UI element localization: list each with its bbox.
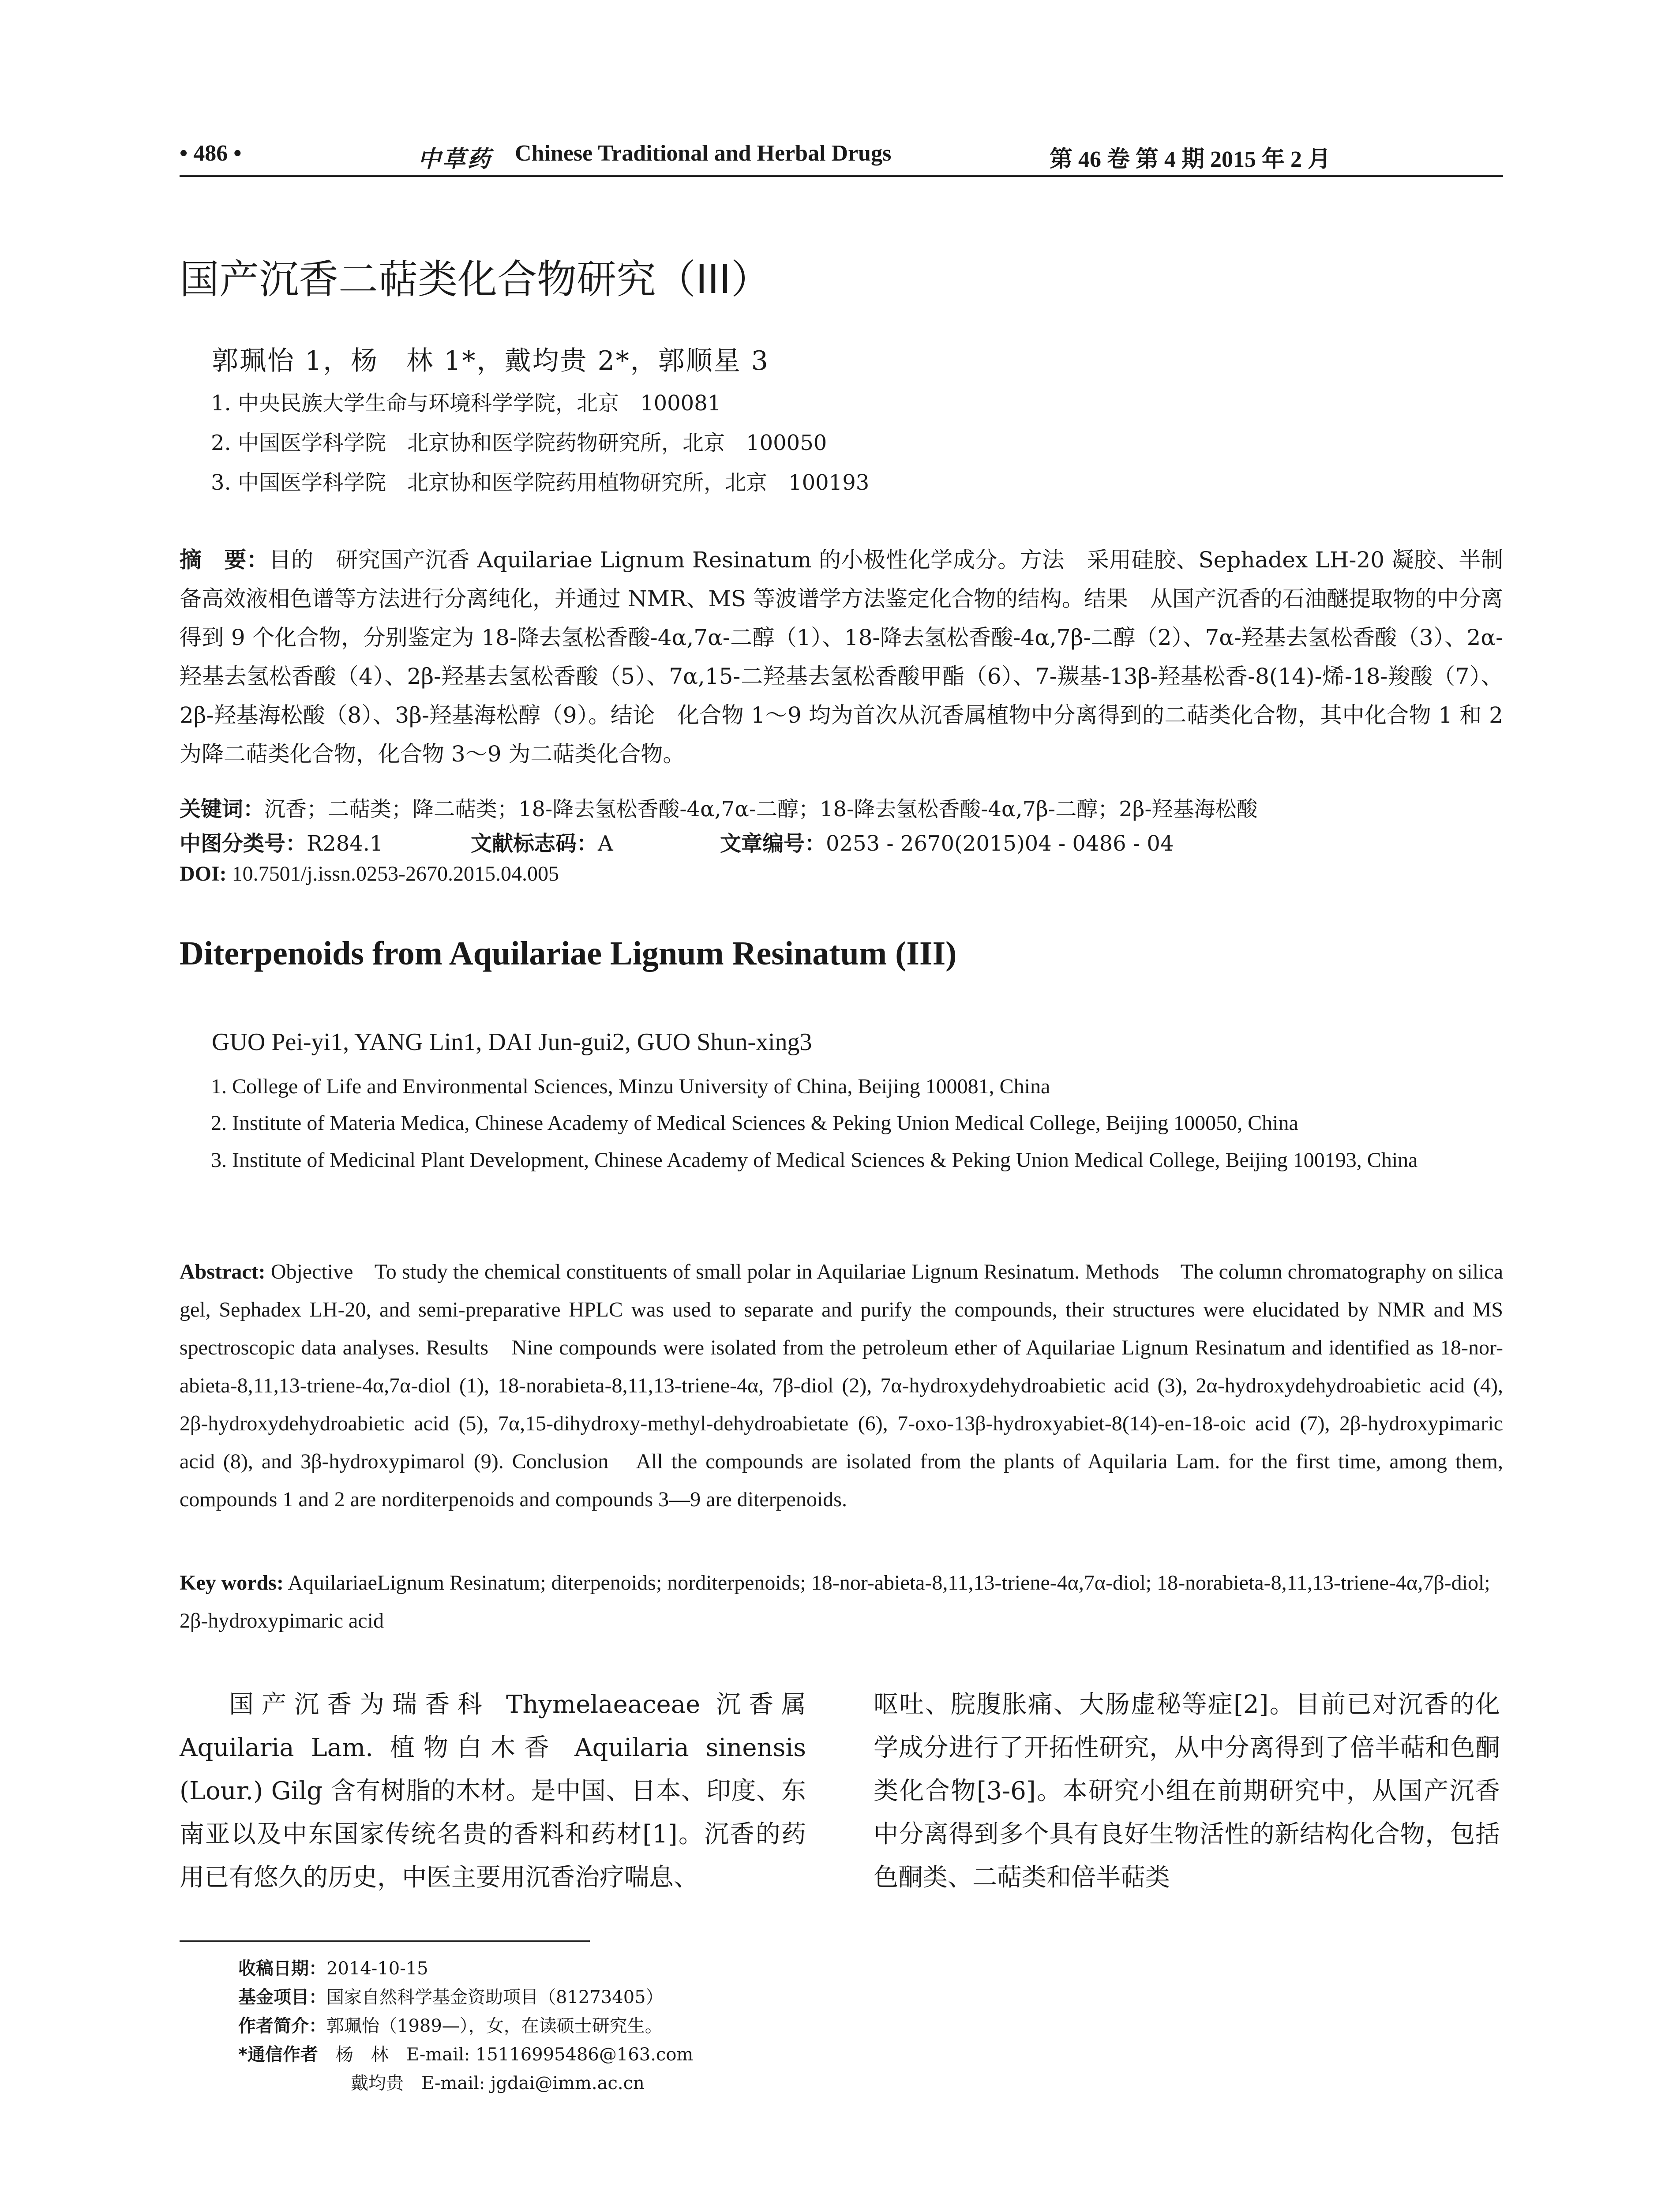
cn-keywords: [180, 792, 1258, 822]
cn-classification: [180, 826, 1503, 856]
en-keywords: [180, 1564, 1503, 1640]
journal-name-cn: 中草药: [418, 147, 492, 172]
doi-label: DOI:: [180, 862, 227, 885]
cn-title: 国产沉香二萜类化合物研究（III）: [180, 256, 771, 303]
footnote-author: 作者简介：郭珮怡（1989—），女，在读硕士研究生。: [238, 2016, 663, 2036]
doi-line: [180, 862, 559, 886]
en-authors: GUO Pei-yi1, YANG Lin1, DAI Jun-gui2, GUO Shun-xing3: [212, 1028, 812, 1056]
en-abstract-label: Abstract:: [180, 1260, 266, 1283]
clc-label: 中图分类号：: [180, 831, 307, 856]
article-no-value: 0253 - 2670(2015)04 - 0486 - 04: [826, 831, 1174, 856]
cn-abstract-label: 摘 要：: [180, 547, 269, 573]
footnote-corresponding-2[interactable]: 戴均贵 E-mail: jgdai@imm.ac.cn: [351, 2073, 645, 2093]
en-title: Diterpenoids from Aquilariae Lignum Resinatum (III): [180, 935, 957, 972]
running-header: [180, 140, 1503, 176]
body-column-left: 国产沉香为瑞香科 Thymelaeaceae 沉香属 Aquilaria Lam. 植物白木香 Aquilaria sinensis (Lour.) Gilg 含有树脂的木材。是中国、日本、印度、东南亚以及中东国家传统名贵的香料和药材[1]。沉香的药用已有悠久的历史，中医主要用沉香治疗喘息、: [180, 1690, 806, 1892]
cn-keywords-label: 关键词：: [180, 797, 265, 822]
en-affiliation-1: 1. College of Life and Environmental Sciences, Minzu University of China, Beijing 100081, China: [211, 1075, 1050, 1098]
article-no-label: 文章编号：: [720, 831, 826, 856]
doc-code-value: A: [598, 831, 613, 856]
en-affiliation-3: 3. Institute of Medicinal Plant Development, Chinese Academy of Medical Sciences & Peking Union Medical College, Beijing 100193, China: [211, 1148, 1418, 1172]
cn-authors: 郭珮怡 1，杨 林 1*，戴均贵 2*，郭顺星 3: [212, 345, 769, 376]
footnote-rule: [180, 1940, 590, 1942]
cn-abstract: [180, 540, 1503, 773]
en-abstract: [180, 1253, 1503, 1519]
en-affiliation-2: 2. Institute of Materia Medica, Chinese Academy of Medical Sciences & Peking Union Medical College, Beijing 100050, China: [211, 1111, 1298, 1135]
cn-affiliation-3: 3. 中国医学科学院 北京协和医学院药用植物研究所，北京 100193: [211, 470, 870, 495]
cn-affiliation-1: 1. 中央民族大学生命与环境科学学院，北京 100081: [211, 391, 721, 416]
body-column-right: 呕吐、脘腹胀痛、大肠虚秘等症[2]。目前已对沉香的化学成分进行了开拓性研究，从中分离得到了倍半萜和色酮类化合物[3-6]。本研究小组在前期研究中，从国产沉香中分离得到多个具有良好生物活性的新结构化合物，包括色酮类、二萜类和倍半萜类: [874, 1690, 1500, 1892]
cn-affiliation-2: 2. 中国医学科学院 北京协和医学院药物研究所，北京 100050: [211, 431, 827, 455]
cn-abstract-text: 目的 研究国产沉香 Aquilariae Lignum Resinatum 的小极性化学成分。方法 采用硅胶、Sephadex LH-20 凝胶、半制备高效液相色谱等方法进行分离纯化，并通过 NMR、MS 等波谱学方法鉴定化合物的结构。结果 从国产沉香的石油醚提取物的中分离得到 9 个化合物，分别鉴定为 18-降去氢松香酸-4α,7α-二醇（1）、18-降去氢松香酸-4α,7β-二醇（2）、7α-羟基去氢松香酸（3）、2α-羟基去氢松香酸（4）、2β-羟基去氢松香酸（5）、7α,15-二羟基去氢松香酸甲酯（6）、7-羰基-13β-羟基松香-8(14)-烯-18-羧酸（7）、2β-羟基海松酸（8）、3β-羟基海松醇（9）。结论 化合物 1～9 均为首次从沉香属植物中分离得到的二萜类化合物，其中化合物 1 和 2 为降二萜类化合物，化合物 3～9 为二萜类化合物。: [180, 547, 1503, 767]
en-keywords-label: Key words:: [180, 1571, 284, 1594]
issue-info: 第 46 卷 第 4 期 2015 年 2 月: [1050, 147, 1331, 172]
doi-link[interactable]: 10.7501/j.issn.0253-2670.2015.04.005: [232, 862, 559, 885]
header-rule: [180, 175, 1503, 177]
corr-email-1[interactable]: 杨 林 E-mail: 15116995486@163.com: [335, 2045, 694, 2065]
en-keywords-text: AquilariaeLignum Resinatum; diterpenoids; norditerpenoids; 18-nor-abieta-8,11,13-triene-4α,7α-diol; 18-norabieta-8,11,13-triene-4α,7β-diol; 2β-hydroxypimaric acid: [180, 1571, 1490, 1632]
cn-keywords-text: 沉香；二萜类；降二萜类；18-降去氢松香酸-4α,7α-二醇；18-降去氢松香酸-4α,7β-二醇；2β-羟基海松酸: [264, 797, 1258, 822]
journal-name-en: Chinese Traditional and Herbal Drugs: [515, 141, 892, 166]
en-abstract-text: Objective To study the chemical constituents of small polar in Aquilariae Lignum Resinatum. Methods The column chromatography on silica gel, Sephadex LH-20, and semi-preparative HPLC was used to separate and purify the compounds, their structures were elucidated by NMR and MS spectroscopic data analyses. Results Nine compounds were isolated from the petroleum ether of Aquilariae Lignum Resinatum and identified as 18-nor-abieta-8,11,13-triene-4α,7α-diol (1), 18-norabieta-8,11,13-triene-4α, 7β-diol (2), 7α-hydroxydehydroabietic acid (3), 2α-hydroxydehydroabietic acid (4), 2β-hydroxydehydroabietic acid (5), 7α,15-dihydroxy-methyl-dehydroabietate (6), 7-oxo-13β-hydroxyabiet-8(14)-en-18-oic acid (7), 2β-hydroxypimaric acid (8), and 3β-hydroxypimarol (9). Conclusion All the compounds are isolated from the plants of Aquilaria Lam. for the first time, among them, compounds 1 and 2 are norditerpenoids and compounds 3—9 are diterpenoids.: [180, 1260, 1504, 1511]
doc-code-label: 文献标志码：: [471, 831, 598, 856]
footnote-corresponding: *通信作者 杨 林 E-mail: 15116995486@163.com: [238, 2045, 694, 2065]
footnote-received: 收稿日期：2014-10-15: [238, 1958, 428, 1979]
clc-value: R284.1: [307, 831, 383, 856]
page-number: • 486 •: [180, 141, 242, 166]
footnote-fund: 基金项目：国家自然科学基金资助项目（81273405）: [238, 1987, 664, 2007]
